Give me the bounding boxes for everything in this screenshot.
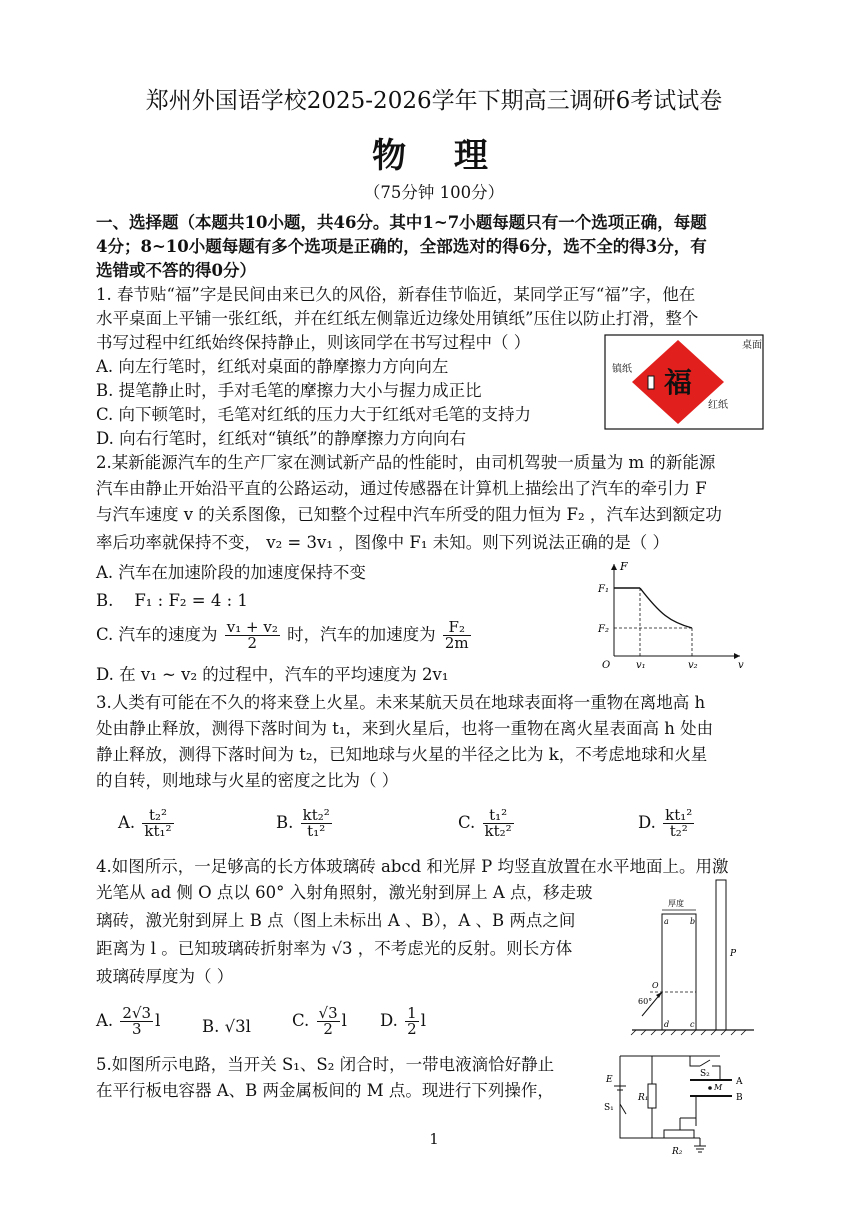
svg-text:R₁: R₁ bbox=[638, 1093, 649, 1103]
q1-stem-line-2: 水平桌面上平铺一张红纸，并在红纸左侧靠近边缘处用镇纸”压住以防止打滑，整个 bbox=[96, 309, 699, 328]
label-angle: 60° bbox=[638, 997, 653, 1006]
section-heading-line-2: 4分；8~10小题每题有多个选项是正确的，全部选对的得6分，选不全的得3分，有 bbox=[96, 237, 707, 256]
q2-stem-line-4: 率后功率就保持不变， v₂ = 3v₁ ，图像中 F₁ 未知。则下列说法正确的是（ ） bbox=[96, 533, 669, 552]
label-desk: 桌面 bbox=[742, 340, 762, 351]
q4-stem-line-2: 光笔从 ad 侧 O 点以 60° 入射角照射，激光射到屏上 A 点，移走玻 bbox=[96, 883, 593, 902]
q3-option-d: D. $\frac{\text{kt₁²}}{\text{t₂²}}$ bbox=[638, 806, 693, 840]
q2-option-c-pre: C. 汽车的速度为 bbox=[96, 625, 218, 644]
q1-stem-line-1: 1. 春节贴“福”字是民间由来已久的风俗，新春佳节临近，某同学正写“福”字，他在 bbox=[96, 285, 696, 304]
graph-F-label: F bbox=[620, 560, 628, 573]
graph-origin: O bbox=[602, 660, 611, 671]
label-paper: 红纸 bbox=[708, 400, 728, 411]
graph-F2-label: F₂ bbox=[598, 624, 609, 635]
svg-text:S₁: S₁ bbox=[604, 1103, 614, 1113]
q3-stem-line-4: 的自转，则地球与火星的密度之比为（ ） bbox=[96, 771, 399, 790]
q5-stem-line-1: 5.如图所示电路，当开关 S₁、S₂ 闭合时，一带电液滴恰好静止 bbox=[96, 1055, 555, 1074]
svg-text:R₂: R₂ bbox=[672, 1147, 683, 1157]
screen-P bbox=[716, 880, 726, 1030]
svg-text:S₂: S₂ bbox=[700, 1069, 710, 1079]
q3-stem-line-2: 处由静止释放，测得下落时间为 t₁，来到火星后，也将一重物在离火星表面高 h 处由 bbox=[96, 719, 714, 738]
q4-option-a: A. $\frac{2√3}{3}$ l bbox=[96, 1004, 161, 1038]
q2-option-c-mid: 时，汽车的加速度为 bbox=[287, 625, 436, 644]
q2-stem-line-1: 2.某新能源汽车的生产厂家在测试新产品的性能时，由司机驾驶一质量为 m 的新能源 bbox=[96, 453, 716, 472]
q2-option-a: A. 汽车在加速阶段的加速度保持不变 bbox=[96, 563, 366, 582]
time-score: （75分钟 100分） bbox=[363, 183, 505, 202]
q2-stem-line-3: 与汽车速度 v 的关系图像，已知整个过程中汽车所受的阻力恒为 F₂ ，汽车达到额定功 bbox=[96, 505, 722, 524]
q4-stem-line-4: 距离为 l 。已知玻璃砖折射率为 √3 ，不考虑光的反射。则长方体 bbox=[96, 939, 573, 958]
q2-option-b: B. F₁ : F₂ = 4 : 1 bbox=[96, 591, 248, 610]
q1-stem-line-3: 书写过程中红纸始终保持静止，则该同学在书写过程中（ ） bbox=[96, 333, 531, 352]
q2-stem-line-2: 汽车由静止开始沿平直的公路运动，通过传感器在计算机上描绘出了汽车的牵引力 F bbox=[96, 479, 707, 498]
q2-option-c-frac1: $\frac{\text{v₁ + v₂}}{2}$ bbox=[226, 618, 278, 652]
q3-option-a: A. $\frac{\text{t₂²}}{\text{kt₁²}}$ bbox=[118, 806, 172, 840]
subject-title: 物 理 bbox=[372, 136, 496, 176]
q2-fv-graph bbox=[590, 556, 750, 672]
q1-option-b: B. 提笔静止时，手对毛笔的摩擦力大小与握力成正比 bbox=[96, 381, 482, 400]
q3-stem-line-1: 3.人类有可能在不久的将来登上火星。未来某航天员在地球表面将一重物在离地高 h bbox=[96, 693, 706, 712]
svg-text:B: B bbox=[736, 1093, 743, 1103]
q2-option-d: D. 在 v₁ ~ v₂ 的过程中，汽车的平均速度为 2v₁ bbox=[96, 665, 449, 684]
svg-text:d: d bbox=[664, 1020, 670, 1029]
q5-stem-line-2: 在平行板电容器 A、B 两金属板间的 M 点。现进行下列操作， bbox=[96, 1081, 554, 1100]
q4-stem-line-1: 4.如图所示，一足够高的长方体玻璃砖 abcd 和光屏 P 均竖直放置在水平地面上。用激 bbox=[96, 857, 729, 876]
graph-F1-label: F₁ bbox=[598, 584, 609, 595]
q4-figure bbox=[628, 876, 758, 1036]
section-heading-line-1: 一、选择题（本题共10小题，共46分。其中1~7小题每题只有一个选项正确，每题 bbox=[96, 213, 707, 232]
q4-stem-line-5: 玻璃砖厚度为（ ） bbox=[96, 967, 234, 986]
q1-option-a: A. 向左行笔时，红纸对桌面的静摩擦力方向向左 bbox=[96, 357, 449, 376]
label-weight: 镇纸 bbox=[612, 364, 632, 375]
graph-v-axis: v bbox=[738, 660, 744, 671]
q4-option-d: D. $\frac{1}{2}$ l bbox=[380, 1004, 426, 1038]
svg-text:a: a bbox=[664, 917, 669, 926]
q4-option-b: B. √3l bbox=[202, 1017, 251, 1036]
q3-option-b: B. $\frac{\text{kt₂²}}{\text{t₁²}}$ bbox=[276, 806, 330, 840]
svg-text:c: c bbox=[690, 1020, 695, 1029]
label-P: P bbox=[730, 949, 737, 959]
graph-v2: v₂ bbox=[688, 660, 698, 671]
svg-text:b: b bbox=[690, 917, 696, 926]
svg-text:A: A bbox=[736, 1077, 743, 1087]
q2-option-c-frac2: $\frac{\text{F₂}}{2m}$ bbox=[444, 618, 469, 652]
q2-option-c bbox=[96, 616, 473, 654]
section-heading-line-3: 选错或不答的得0分） bbox=[96, 261, 256, 280]
paperweight bbox=[648, 376, 654, 389]
q1-option-c: C. 向下顿笔时，毛笔对红纸的压力大于红纸对毛笔的支持力 bbox=[96, 405, 532, 424]
q3-option-c: C. $\frac{\text{t₁²}}{\text{kt₂²}}$ bbox=[458, 806, 512, 840]
label-O: O bbox=[652, 981, 659, 990]
label-thickness: 厚度 bbox=[668, 899, 684, 908]
droplet-M bbox=[708, 1086, 712, 1090]
page-number: 1 bbox=[429, 1130, 439, 1148]
q4-stem-line-3: 璃砖，激光射到屏上 B 点（图上未标出 A 、B），A 、B 两点之间 bbox=[96, 911, 576, 930]
exam-title: 郑州外国语学校2025-2026学年下期高三调研6考试试卷 bbox=[145, 88, 723, 114]
q4-option-c: C. $\frac{√3}{2}$ l bbox=[292, 1004, 347, 1038]
svg-text:E: E bbox=[606, 1075, 613, 1085]
q3-stem-line-3: 静止释放，测得下落时间为 t₂，已知地球与火星的半径之比为 k，不考虑地球和火星 bbox=[96, 745, 708, 764]
fu-character: 福 bbox=[663, 366, 693, 399]
glass-block bbox=[662, 914, 696, 1030]
svg-text:M: M bbox=[714, 1083, 723, 1092]
graph-v1: v₁ bbox=[636, 660, 646, 671]
q1-figure bbox=[604, 334, 764, 430]
q1-option-d: D. 向右行笔时，红纸对“镇纸”的静摩擦力方向向右 bbox=[96, 429, 467, 448]
